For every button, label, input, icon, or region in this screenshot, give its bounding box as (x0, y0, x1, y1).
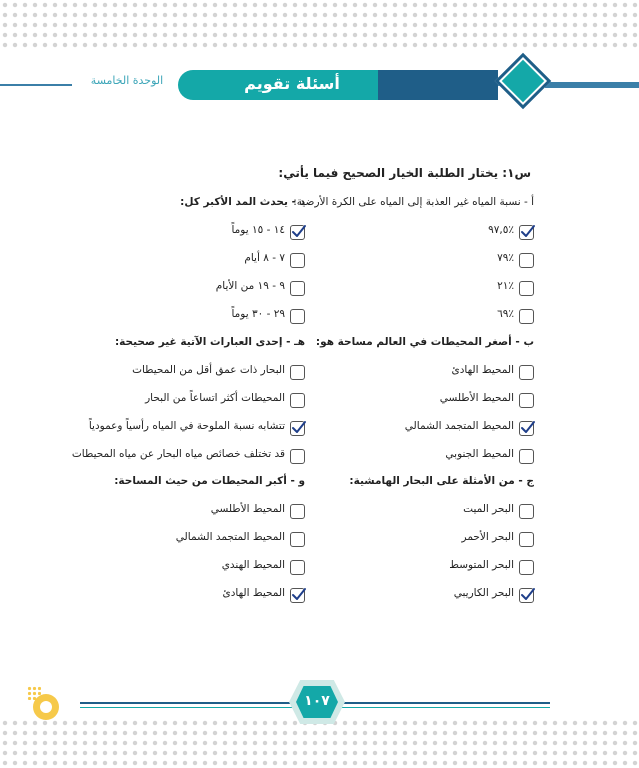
checkbox[interactable] (519, 309, 534, 324)
checkbox-checked[interactable] (290, 421, 305, 436)
option-label: ٪٦٩ (497, 308, 514, 320)
option-label: البحر الكاريبي (453, 587, 514, 599)
checkbox-checked[interactable] (290, 588, 305, 603)
publisher-logo-center (40, 701, 52, 713)
checkbox[interactable] (290, 393, 305, 408)
option-row (320, 364, 534, 392)
checkbox-checked[interactable] (519, 225, 534, 240)
checkmark-icon (519, 223, 537, 241)
option-row (100, 559, 305, 587)
option-row (320, 531, 534, 559)
option-label: ٢٩ - ٣٠ يوماً (231, 308, 285, 320)
page-number: ١٠٧ (304, 693, 330, 709)
checkmark-icon (290, 419, 308, 437)
option-label: المحيط الجنوبي (445, 448, 514, 460)
option-label: المحيط الأطلسي (210, 503, 285, 515)
option-row (100, 392, 305, 420)
option-label: ٧ - ٨ أيام (244, 252, 285, 264)
checkbox[interactable] (519, 253, 534, 268)
unit-label: الوحدة الخامسة (72, 72, 182, 89)
checkbox[interactable] (519, 532, 534, 547)
checkbox-checked[interactable] (290, 225, 305, 240)
option-row (100, 531, 305, 559)
option-label: ٪٧٩ (497, 252, 514, 264)
section-e (71, 336, 305, 476)
option-label: المحيط المتجمد الشمالي (404, 420, 514, 432)
option-label: البحر الأحمر (461, 531, 514, 543)
checkmark-icon (290, 223, 308, 241)
option-row (320, 308, 534, 336)
section-b (315, 336, 534, 476)
checkbox[interactable] (290, 253, 305, 268)
option-label: المحيطات أكثر اتساعاً من البحار (145, 392, 285, 404)
checkmark-icon (519, 419, 537, 437)
checkbox[interactable] (290, 449, 305, 464)
option-row (71, 448, 305, 476)
option-label: البحر الميت (463, 503, 514, 515)
option-row (320, 587, 534, 615)
title-banner-accent (378, 70, 498, 100)
section-heading: هـ - إحدى العبارات الآتية غير صحيحة: (114, 336, 305, 348)
question-title: س١: يختار الطلبة الخيار الصحيح فيما يأتي: (278, 166, 531, 180)
page-title: أسئلة تقويم (244, 74, 340, 93)
option-row (100, 280, 305, 308)
section-heading: أ - نسبة المياه غير العذبة إلى المياه على الكرة الأرضية: (293, 196, 534, 208)
option-label: البحر المتوسط (449, 559, 514, 571)
section-f (100, 475, 305, 615)
top-dot-pattern (0, 0, 639, 52)
option-row (100, 587, 305, 615)
option-label: المحيط الأطلسي (439, 392, 514, 404)
checkbox[interactable] (519, 560, 534, 575)
section-d (100, 196, 305, 336)
checkbox-checked[interactable] (519, 588, 534, 603)
checkmark-icon (290, 586, 308, 604)
option-label: قد تختلف خصائص مياه البحار عن مياه المحيطات (71, 448, 285, 460)
checkmark-icon (519, 586, 537, 604)
bottom-dot-pattern (0, 718, 639, 768)
option-label: المحيط الهندي (221, 559, 285, 571)
option-row (320, 280, 534, 308)
checkbox[interactable] (290, 309, 305, 324)
option-label: ٩ - ١٩ من الأيام (215, 280, 285, 292)
option-row (100, 364, 305, 392)
section-c (320, 475, 534, 615)
option-row (100, 308, 305, 336)
checkbox[interactable] (290, 560, 305, 575)
option-row (320, 559, 534, 587)
checkbox[interactable] (290, 281, 305, 296)
option-row (320, 420, 534, 448)
option-row (320, 392, 534, 420)
option-label: ٪٢١ (497, 280, 514, 292)
checkbox[interactable] (519, 504, 534, 519)
section-heading: و - أكبر المحيطات من حيث المساحة: (114, 475, 305, 487)
option-row (100, 224, 305, 252)
option-row (100, 252, 305, 280)
option-row (100, 503, 305, 531)
option-row (320, 252, 534, 280)
option-label: ١٤ - ١٥ يوماً (231, 224, 285, 236)
checkbox[interactable] (290, 504, 305, 519)
option-label: تتشابه نسبة الملوحة في المياه رأسياً وعمودياً (88, 420, 285, 432)
checkbox[interactable] (519, 365, 534, 380)
checkbox-checked[interactable] (519, 421, 534, 436)
option-label: المحيط الهادئ (222, 587, 285, 599)
checkbox[interactable] (519, 449, 534, 464)
option-label: البحار ذات عمق أقل من المحيطات (132, 364, 285, 376)
checkbox[interactable] (519, 393, 534, 408)
option-label: المحيط المتجمد الشمالي (175, 531, 285, 543)
checkbox[interactable] (290, 365, 305, 380)
section-heading: د - يحدث المد الأكبر كل: (180, 196, 305, 208)
section-heading: ب - أصغر المحيطات في العالم مساحة هو: (315, 336, 534, 348)
option-row (320, 448, 534, 476)
option-row (320, 503, 534, 531)
header-tail-bar (545, 82, 639, 88)
checkbox[interactable] (519, 281, 534, 296)
section-heading: ج - من الأمثلة على البحار الهامشية: (349, 475, 534, 487)
option-row (320, 224, 534, 252)
section-a (293, 196, 534, 336)
option-row (88, 420, 305, 448)
option-label: المحيط الهادئ (451, 364, 514, 376)
checkbox[interactable] (290, 532, 305, 547)
option-label: ٪٩٧,٥ (488, 224, 514, 236)
